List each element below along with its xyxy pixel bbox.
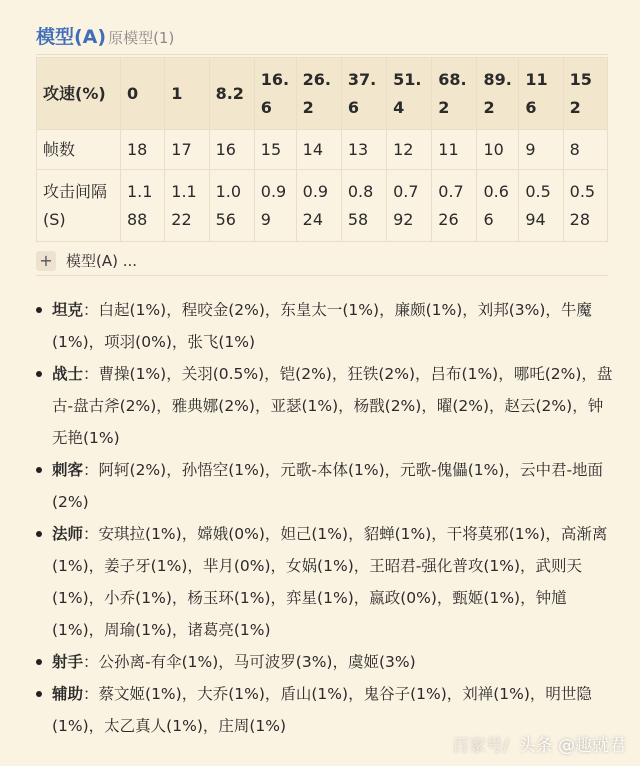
- table-cell: 0.726: [432, 170, 477, 242]
- header-cell: 1: [165, 58, 209, 130]
- role-list: [36, 294, 616, 742]
- list-item-assassin: [36, 454, 616, 518]
- role-heroes: ：蔡文姬(1%)，大乔(1%)，盾山(1%)，鬼谷子(1%)，刘禅(1%)，明世隐(1%)，太乙真人(1%)，庄周(1%): [52, 685, 592, 735]
- watermark-baijiahao: 百家号/: [451, 736, 509, 756]
- header-cell: 51.4: [387, 58, 432, 130]
- table-cell: 帧数: [37, 130, 121, 170]
- table-cell: 11: [432, 130, 477, 170]
- table-cell: 0.924: [296, 170, 341, 242]
- role-name: 辅助: [52, 685, 84, 703]
- role-name: 战士: [52, 365, 84, 383]
- role-name: 坦克: [52, 301, 84, 319]
- table-cell: 0.528: [563, 170, 607, 242]
- list-item-tank: [36, 294, 616, 358]
- table-header-row: [37, 58, 608, 130]
- table-cell: 13: [341, 130, 386, 170]
- tab-original-model[interactable]: 原模型(1): [108, 29, 175, 47]
- table-cell: 18: [121, 130, 165, 170]
- role-heroes: ：曹操(1%)，关羽(0.5%)，铠(2%)，狂铁(2%)，吕布(1%)，哪吒(2%)，盘古-盘古斧(2%)，雅典娜(2%)，亚瑟(1%)，杨戬(2%)，曜(2%)，赵云(2%)，钟无艳(1%): [52, 365, 613, 447]
- table-cell: 1.188: [121, 170, 165, 242]
- model-tabs: [36, 22, 174, 49]
- plus-icon[interactable]: +: [36, 251, 56, 271]
- header-cell: 26.2: [296, 58, 341, 130]
- table-cell: 8: [563, 130, 607, 170]
- role-name: 刺客: [52, 461, 84, 479]
- table-cell: 攻击间隔(S): [37, 170, 121, 242]
- table-cell: 1.122: [165, 170, 209, 242]
- list-item-fighter: [36, 358, 616, 454]
- watermark-toutiao: 头条 @趣就君: [518, 736, 626, 756]
- header-cell: 116: [519, 58, 563, 130]
- table-cell: 1.056: [209, 170, 254, 242]
- role-heroes: ：公孙离-有伞(1%)，马可波罗(3%)，虞姬(3%): [83, 653, 416, 671]
- table-cell: 17: [165, 130, 209, 170]
- header-cell: 0: [121, 58, 165, 130]
- table-cell: 9: [519, 130, 563, 170]
- list-item-mage: [36, 518, 616, 646]
- role-heroes: ：安琪拉(1%)，嫦娥(0%)，妲己(1%)，貂蝉(1%)，干将莫邪(1%)，高渐离(1%)，姜子牙(1%)，芈月(0%)，女娲(1%)，王昭君-强化普攻(1%)，武则天(1%)，小乔(1%)，杨玉环(1%)，弈星(1%)，嬴政(0%)，甄姬(1%)，钟馗(1%)，周瑜(1%)，诸葛亮(1%): [52, 525, 608, 639]
- header-cell: 89.2: [477, 58, 519, 130]
- expander-label: 模型(A) ...: [66, 252, 138, 270]
- role-name: 射手: [52, 653, 84, 671]
- table-cell: 0.594: [519, 170, 563, 242]
- table-row-interval: [37, 170, 608, 242]
- model-a-expander[interactable]: [36, 246, 608, 276]
- table-cell: 10: [477, 130, 519, 170]
- header-cell: 16.6: [254, 58, 296, 130]
- header-cell: 攻速(%): [37, 58, 121, 130]
- tab-model-a[interactable]: 模型(A): [36, 26, 107, 48]
- role-heroes: ：白起(1%)，程咬金(2%)，东皇太一(1%)，廉颇(1%)，刘邦(3%)，牛魔(1%)，项羽(0%)，张飞(1%): [52, 301, 592, 351]
- attack-speed-table: [36, 57, 608, 242]
- table-cell: 16: [209, 130, 254, 170]
- role-name: 法师: [52, 525, 84, 543]
- header-cell: 8.2: [209, 58, 254, 130]
- table-row-frames: [37, 130, 608, 170]
- table-cell: 0.99: [254, 170, 296, 242]
- header-cell: 152: [563, 58, 607, 130]
- list-item-marksman: [36, 646, 616, 678]
- tabs-divider: [36, 54, 608, 55]
- table-cell: 0.792: [387, 170, 432, 242]
- header-cell: 68.2: [432, 58, 477, 130]
- watermark: [452, 731, 626, 756]
- table-cell: 15: [254, 130, 296, 170]
- table-cell: 12: [387, 130, 432, 170]
- table-cell: 14: [296, 130, 341, 170]
- header-cell: 37.6: [341, 58, 386, 130]
- table-cell: 0.858: [341, 170, 386, 242]
- role-heroes: ：阿轲(2%)，孙悟空(1%)，元歌-本体(1%)，元歌-傀儡(1%)，云中君-地面(2%): [52, 461, 604, 511]
- table-cell: 0.66: [477, 170, 519, 242]
